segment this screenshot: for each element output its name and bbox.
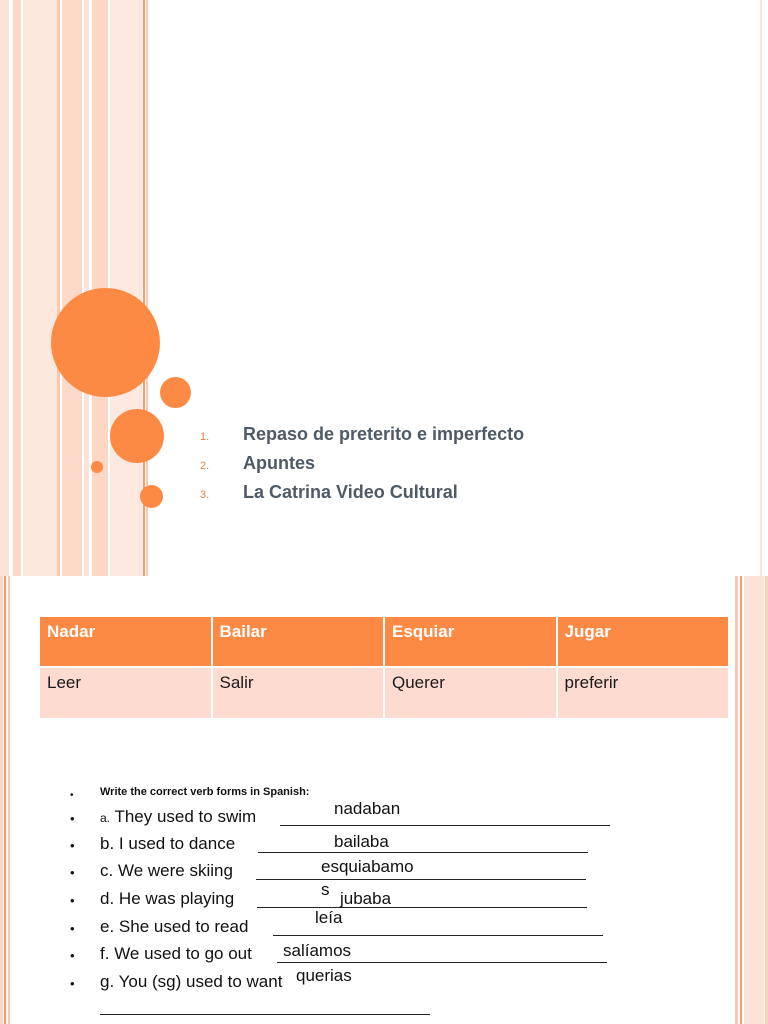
- answer-blank: [273, 935, 603, 936]
- agenda-text: Repaso de preterito e imperfecto: [243, 424, 525, 444]
- bullet-icon: •: [70, 865, 75, 880]
- decor-stripe: [62, 0, 82, 576]
- agenda-item: [200, 424, 524, 453]
- exercise-item: [100, 944, 252, 964]
- item-prefix: c.: [100, 861, 114, 880]
- answer-blank: [258, 852, 588, 853]
- item-prompt: She used to read: [118, 917, 249, 936]
- agenda-list: [200, 424, 524, 511]
- exercise-item: [100, 834, 235, 854]
- decor-circle-small: [91, 461, 103, 473]
- decor-stripe: [760, 0, 762, 576]
- bullet-icon: •: [70, 790, 74, 801]
- answer-text: querias: [296, 966, 352, 985]
- exercise-slide: [0, 576, 768, 1024]
- decor-circle-large: [51, 288, 160, 397]
- item-prefix: f.: [100, 944, 110, 963]
- decor-stripe: [57, 0, 60, 576]
- decor-stripe: [0, 0, 9, 576]
- agenda-number: 3.: [200, 489, 210, 501]
- table-cell: preferir: [557, 667, 730, 719]
- agenda-number: 2.: [200, 460, 210, 472]
- decor-stripe: [4, 576, 6, 1024]
- answer-text: jubaba: [340, 889, 392, 908]
- bullet-icon: •: [70, 976, 75, 991]
- decor-stripe: [740, 576, 742, 1024]
- bullet-icon: •: [70, 838, 75, 853]
- exercise-item: [100, 972, 282, 992]
- answer-text: bailaba: [334, 832, 389, 851]
- item-prefix: g.: [100, 972, 115, 991]
- table-row: [39, 667, 729, 719]
- agenda-text: La Catrina Video Cultural: [243, 482, 458, 502]
- table-header-cell: Esquiar: [384, 616, 557, 667]
- agenda-item: [200, 482, 524, 511]
- answer-text: nadaban: [334, 799, 401, 818]
- exercise-instruction: Write the correct verb forms in Spanish:: [100, 786, 310, 798]
- item-prompt: We used to go out: [114, 944, 252, 963]
- table-header-row: [39, 616, 729, 667]
- table-cell: Leer: [39, 667, 212, 719]
- answer-extra-text: s: [321, 880, 330, 899]
- item-prompt: You (sg) used to want: [118, 972, 283, 991]
- decor-stripe: [735, 576, 738, 1024]
- answer-text: salíamos: [283, 941, 352, 960]
- table-cell: Querer: [384, 667, 557, 719]
- decor-stripe: [13, 0, 21, 576]
- item-prefix: b.: [100, 834, 115, 853]
- item-prompt: He was playing: [118, 889, 235, 908]
- table-header-cell: Nadar: [39, 616, 212, 667]
- decor-stripe: [0, 576, 3, 1024]
- table-cell: Salir: [212, 667, 385, 719]
- decor-circle: [160, 377, 191, 408]
- answer-blank: [257, 907, 587, 908]
- bullet-icon: •: [70, 948, 75, 963]
- answer-blank: [277, 962, 607, 963]
- decor-stripe: [8, 576, 10, 1024]
- table-header-cell: Bailar: [212, 616, 385, 667]
- agenda-number: 1.: [200, 431, 210, 443]
- verb-table: [38, 615, 730, 720]
- item-prompt: They used to swim: [114, 807, 257, 826]
- item-prefix: e.: [100, 917, 115, 936]
- item-prompt: I used to dance: [118, 834, 236, 853]
- decor-circle: [140, 485, 163, 508]
- answer-text: leía: [315, 908, 343, 927]
- exercise-item: [100, 917, 248, 937]
- answer-blank: [100, 1014, 430, 1015]
- exercise-item: [100, 807, 256, 827]
- item-prompt: We were skiing: [117, 861, 233, 880]
- answer-blank: [280, 825, 610, 826]
- answer-blank: [256, 879, 586, 880]
- exercise-item: [100, 889, 234, 909]
- answer-text: esquiabamo: [321, 857, 414, 876]
- decor-stripe: [84, 0, 89, 576]
- agenda-text: Apuntes: [243, 453, 315, 473]
- bullet-icon: •: [70, 893, 75, 908]
- item-prefix: d.: [100, 889, 115, 908]
- bullet-icon: •: [70, 921, 75, 936]
- item-prefix: a.: [100, 811, 111, 825]
- bullet-icon: •: [70, 811, 75, 826]
- decor-stripe: [23, 0, 57, 576]
- decor-circle: [110, 409, 164, 463]
- exercise-item: [100, 861, 233, 881]
- table-header-cell: Jugar: [557, 616, 730, 667]
- decor-stripe: [744, 576, 764, 1024]
- agenda-item: [200, 453, 524, 482]
